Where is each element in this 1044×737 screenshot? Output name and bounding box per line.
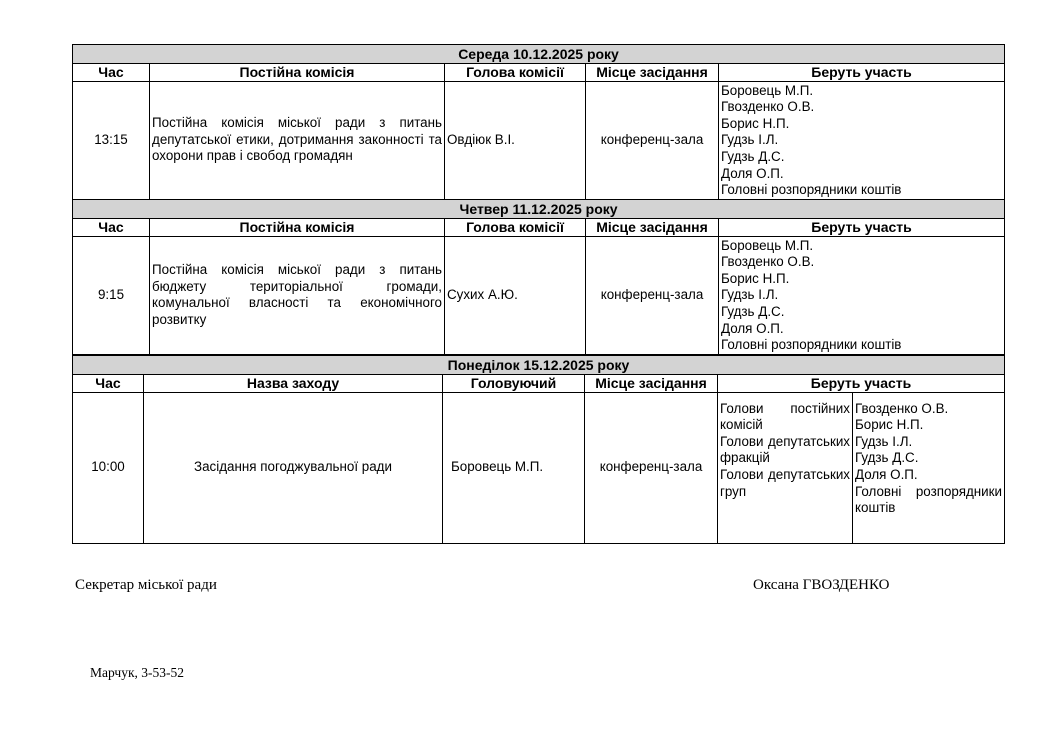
- participant: Гудзь І.Л.: [721, 132, 779, 148]
- col-header-head: Голова комісії: [445, 219, 586, 237]
- meeting-place: конференц-зала: [585, 392, 718, 543]
- meeting-time: 10:00: [73, 392, 144, 543]
- col-header-time: Час: [73, 375, 144, 393]
- participant: Гвозденко О.В.: [721, 254, 815, 270]
- participant: Гудзь І.Л.: [721, 287, 779, 303]
- participants-list: [719, 81, 1005, 199]
- schedule-day-thursday: [72, 199, 1005, 355]
- participant-group: Голови депутатських фракцій: [720, 433, 850, 466]
- participant: Доля О.П.: [721, 320, 784, 336]
- participant: Борис Н.П.: [721, 270, 790, 286]
- meeting-place: конференц-зала: [586, 81, 719, 199]
- participant: Боровець М.П.: [721, 237, 814, 253]
- meeting-place: конференц-зала: [586, 236, 719, 354]
- commission-head: Сухих А.Ю.: [445, 236, 586, 354]
- schedule-day-monday: [72, 355, 1005, 544]
- event-chair: Боровець М.П.: [443, 392, 585, 543]
- participant: Гудзь Д.С.: [721, 303, 785, 319]
- participant: Гудзь Д.С.: [855, 450, 919, 466]
- participant: Боровець М.П.: [721, 82, 814, 98]
- participants-list: [719, 236, 1005, 354]
- participant-groups: [718, 392, 853, 543]
- col-header-event: Назва заходу: [144, 375, 443, 393]
- meeting-time: 13:15: [73, 81, 150, 199]
- signature-position: Секретар міської ради: [75, 577, 217, 593]
- col-header-commission: Постійна комісія: [150, 64, 445, 82]
- col-header-commission: Постійна комісія: [150, 219, 445, 237]
- col-header-chair: Головуючий: [443, 375, 585, 393]
- participant: Головні розпорядники коштів: [721, 337, 902, 353]
- meeting-time: 9:15: [73, 236, 150, 354]
- participant-group: Голови постійних комісій: [720, 400, 850, 433]
- participant: Доля О.П.: [855, 466, 918, 482]
- participant: Головні розпорядники коштів: [721, 182, 902, 198]
- participant: Гудзь Д.С.: [721, 148, 785, 164]
- participant: Гвозденко О.В.: [855, 400, 949, 416]
- participant: Головні розпорядники коштів: [855, 483, 1002, 516]
- participant: Гвозденко О.В.: [721, 99, 815, 115]
- commission-head: Овдіюк В.І.: [445, 81, 586, 199]
- participant: Доля О.П.: [721, 165, 784, 181]
- day-title: Середа 10.12.2025 року: [73, 45, 1005, 64]
- signature-name: Оксана ГВОЗДЕНКО: [753, 577, 890, 593]
- col-header-time: Час: [73, 219, 150, 237]
- col-header-participants: Беруть участь: [718, 375, 1005, 393]
- footer-contact: Марчук, 3-53-52: [90, 665, 184, 680]
- participant: Гудзь І.Л.: [855, 433, 913, 449]
- event-name: Засідання погоджувальної ради: [144, 392, 443, 543]
- commission-name: Постійна комісія міської ради з питань депутатської етики, дотримання законності та охорони прав і свобод громадян: [150, 81, 445, 199]
- schedule-day-wednesday: [72, 44, 1005, 200]
- col-header-time: Час: [73, 64, 150, 82]
- participant-group: Голови депутатських груп: [720, 466, 850, 499]
- day-title: Четвер 11.12.2025 року: [73, 200, 1005, 219]
- col-header-participants: Беруть участь: [719, 64, 1005, 82]
- participant: Борис Н.П.: [855, 417, 924, 433]
- col-header-place: Місце засідання: [586, 64, 719, 82]
- participant: Борис Н.П.: [721, 115, 790, 131]
- commission-name: Постійна комісія міської ради з питань бюджету територіальної громади, комунальної власності та економічного розвитку: [150, 236, 445, 354]
- col-header-head: Голова комісії: [445, 64, 586, 82]
- participants-list: [853, 392, 1005, 543]
- col-header-place: Місце засідання: [586, 219, 719, 237]
- col-header-place: Місце засідання: [585, 375, 718, 393]
- day-title: Понеділок 15.12.2025 року: [73, 356, 1005, 375]
- col-header-participants: Беруть участь: [719, 219, 1005, 237]
